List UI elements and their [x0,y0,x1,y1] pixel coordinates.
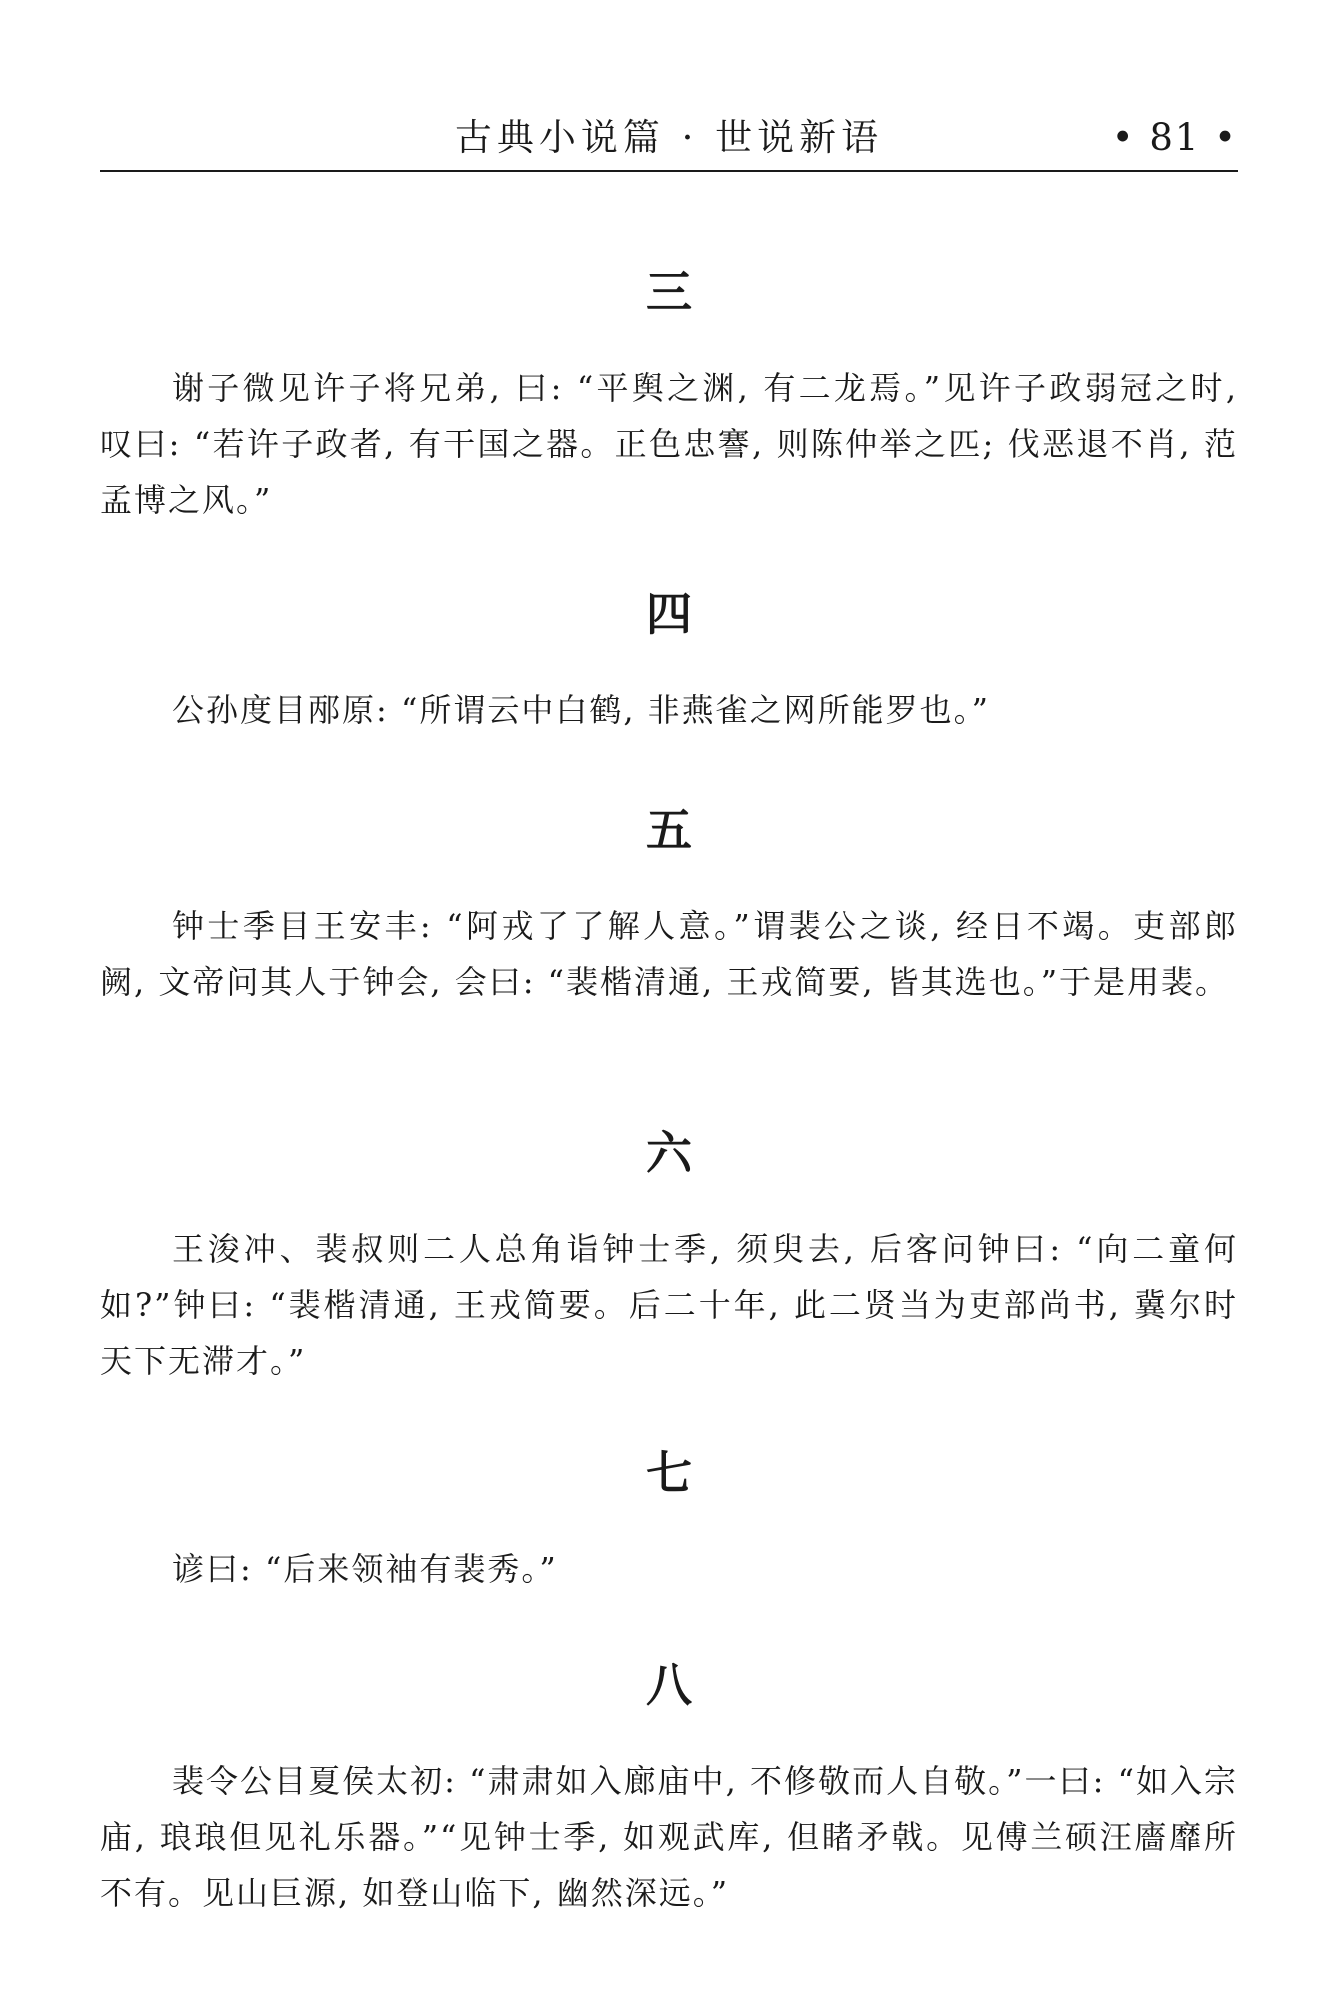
section-7 [100,1443,1238,1597]
header-rule [100,170,1238,172]
section-text: 王浚冲、裴叔则二人总角诣钟士季, 须臾去, 后客问钟曰: “向二童何如?”钟曰: “裴楷清通, 王戎简要。后二十年, 此二贤当为吏部尚书, 冀尔时天下无滞才。” [100,1230,1238,1380]
running-head [100,108,1238,168]
section-text: 钟士季目王安丰: “阿戎了了解人意。”谓裴公之谈, 经日不竭。吏部郎阙, 文帝问其人于钟会, 会曰: “裴楷清通, 王戎简要, 皆其选也。”于是用裴。 [100,907,1238,1001]
section-4 [100,584,1238,738]
section-text: 谚曰: “后来领袖有裴秀。” [172,1550,558,1588]
section-heading: 三 [646,265,692,319]
section-text: 公孙度目邴原: “所谓云中白鹤, 非燕雀之网所能罗也。” [172,691,991,729]
section-text: 谢子微见许子将兄弟, 曰: “平舆之渊, 有二龙焉。”见许子政弱冠之时, 叹曰: “若许子政者, 有干国之器。正色忠謇, 则陈仲举之匹; 伐恶退不肖, 范孟博之风。” [100,369,1238,519]
section-3 [100,262,1238,528]
running-title: 古典小说篇 · 世说新语 [454,116,884,159]
page-number: • 81 • [1111,116,1238,159]
section-heading: 八 [646,1658,692,1712]
section-5 [100,800,1238,1010]
section-heading: 七 [646,1446,692,1500]
section-heading: 五 [646,803,692,857]
section-6 [100,1123,1238,1389]
section-text: 裴令公目夏侯太初: “肃肃如入廊庙中, 不修敬而人自敬。”一曰: “如入宗庙, 琅琅但见礼乐器。”“见钟士季, 如观武库, 但睹矛戟。见傅兰硕汪廧靡所不有。见山巨源, 如登山临下, 幽然深远。” [100,1762,1238,1912]
section-heading: 四 [646,587,692,641]
section-8 [100,1655,1238,1921]
section-heading: 六 [646,1126,692,1180]
